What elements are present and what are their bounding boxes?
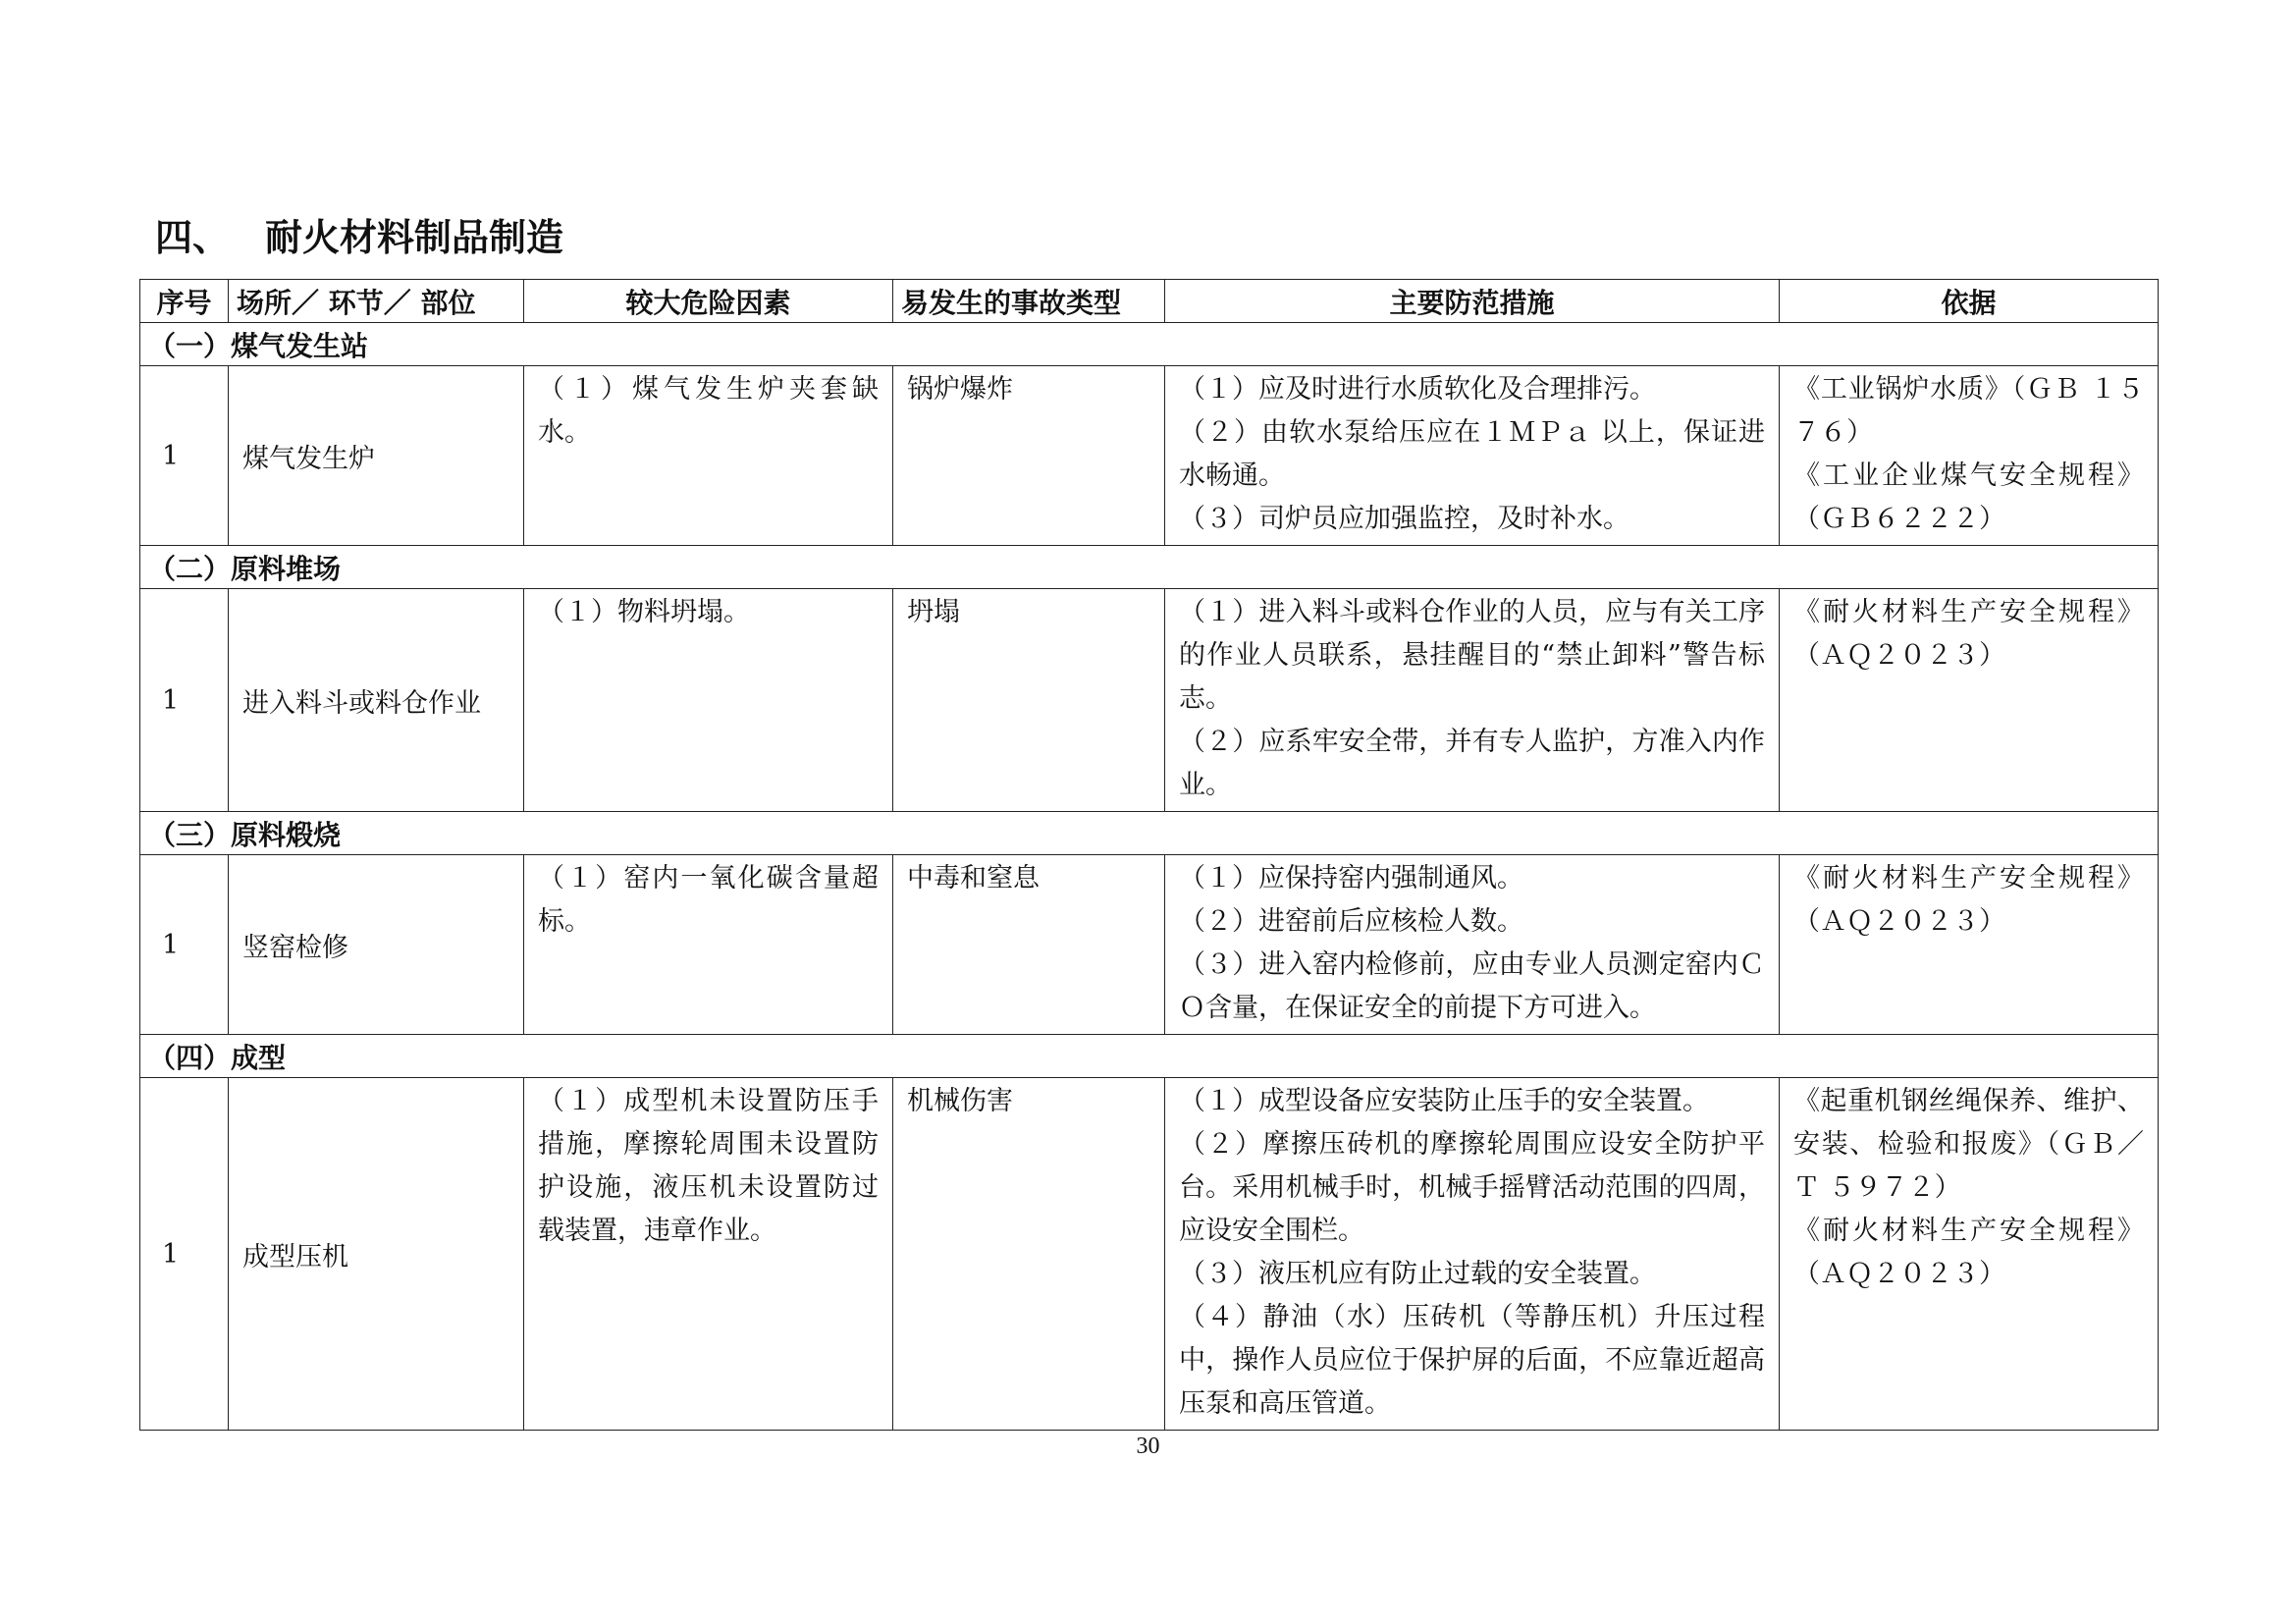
table-row bbox=[140, 366, 2159, 546]
measure-item: （３）司炉员应加强监控，及时补水。 bbox=[1179, 504, 1629, 534]
hazard-item: （１）煤气发生炉夹套缺水。 bbox=[538, 374, 879, 448]
cell-place: 进入料斗或料仓作业 bbox=[229, 589, 524, 812]
header-basis: 依据 bbox=[1780, 280, 2159, 323]
cell-place: 竖窑检修 bbox=[229, 855, 524, 1035]
section-row bbox=[140, 323, 2159, 366]
hazard-item: （１）物料坍塌。 bbox=[538, 597, 750, 627]
section-row bbox=[140, 812, 2159, 855]
cell-accident: 坍塌 bbox=[893, 589, 1165, 812]
title-number: 四、 bbox=[155, 216, 231, 259]
cell-basis bbox=[1780, 1078, 2159, 1431]
header-accident: 易发生的事故类型 bbox=[893, 280, 1165, 323]
measure-item: （３）进入窑内检修前，应由专业人员测定窑内ＣＯ含量，在保证安全的前提下方可进入。 bbox=[1179, 949, 1765, 1023]
cell-seq: 1 bbox=[140, 589, 229, 812]
section-label: （二）原料堆场 bbox=[140, 546, 2159, 589]
measure-item: （４）静油（水）压砖机（等静压机）升压过程中，操作人员应位于保护屏的后面，不应靠近超高压泵和高压管道。 bbox=[1179, 1302, 1765, 1419]
cell-basis bbox=[1780, 855, 2159, 1035]
cell-measures bbox=[1165, 366, 1780, 546]
cell-seq: 1 bbox=[140, 1078, 229, 1431]
cell-place: 成型压机 bbox=[229, 1078, 524, 1431]
header-hazard: 较大危险因素 bbox=[524, 280, 893, 323]
cell-basis bbox=[1780, 589, 2159, 812]
cell-accident: 机械伤害 bbox=[893, 1078, 1165, 1431]
measure-item: （１）应保持窑内强制通风。 bbox=[1179, 863, 1523, 893]
section-label: （一）煤气发生站 bbox=[140, 323, 2159, 366]
cell-hazard bbox=[524, 366, 893, 546]
page-number: 30 bbox=[1136, 1434, 1160, 1459]
cell-basis bbox=[1780, 366, 2159, 546]
section-label: （四）成型 bbox=[140, 1035, 2159, 1078]
hazard-item: （１）窑内一氧化碳含量超标。 bbox=[538, 863, 879, 937]
measure-item: （２）摩擦压砖机的摩擦轮周围应设安全防护平台。采用机械手时，机械手摇臂活动范围的四周，应设安全围栏。 bbox=[1179, 1129, 1765, 1246]
table-row bbox=[140, 1078, 2159, 1431]
measure-item: （２）应系牢安全带，并有专人监护，方准入内作业。 bbox=[1179, 727, 1765, 800]
section-row bbox=[140, 546, 2159, 589]
header-measures: 主要防范措施 bbox=[1165, 280, 1780, 323]
cell-measures bbox=[1165, 855, 1780, 1035]
page-title bbox=[155, 208, 563, 267]
cell-hazard bbox=[524, 589, 893, 812]
cell-hazard bbox=[524, 855, 893, 1035]
measure-item: （２）由软水泵给压应在１ＭＰａ 以上，保证进水畅通。 bbox=[1179, 417, 1765, 491]
basis-item: 《起重机钢丝绳保养、维护、安装、检验和报废》（ＧＢ／Ｔ ５９７２） bbox=[1793, 1086, 2144, 1203]
measure-item: （２）进窑前后应核检人数。 bbox=[1179, 906, 1523, 937]
measure-item: （１）成型设备应安装防止压手的安全装置。 bbox=[1179, 1086, 1709, 1116]
cell-measures bbox=[1165, 589, 1780, 812]
section-row bbox=[140, 1035, 2159, 1078]
basis-item: 《耐火材料生产安全规程》（ＡＱ２０２３） bbox=[1793, 1216, 2144, 1289]
measure-item: （３）液压机应有防止过载的安全装置。 bbox=[1179, 1259, 1656, 1289]
title-text: 耐火材料制品制造 bbox=[265, 216, 564, 259]
cell-hazard bbox=[524, 1078, 893, 1431]
basis-item: 《耐火材料生产安全规程》（ＡＱ２０２３） bbox=[1793, 863, 2144, 937]
basis-item: 《工业企业煤气安全规程》（ＧＢ６２２２） bbox=[1793, 460, 2144, 534]
cell-accident: 中毒和窒息 bbox=[893, 855, 1165, 1035]
cell-place: 煤气发生炉 bbox=[229, 366, 524, 546]
risk-table bbox=[139, 279, 2159, 1431]
cell-seq: 1 bbox=[140, 855, 229, 1035]
measure-item: （１）应及时进行水质软化及合理排污。 bbox=[1179, 374, 1656, 405]
hazard-item: （１）成型机未设置防压手措施，摩擦轮周围未设置防护设施，液压机未设置防过载装置，违章作业。 bbox=[538, 1086, 879, 1246]
header-seq: 序号 bbox=[140, 280, 229, 323]
table-header-row bbox=[140, 280, 2159, 323]
table-row bbox=[140, 589, 2159, 812]
header-place: 场所／ 环节／ 部位 bbox=[229, 280, 524, 323]
cell-seq: 1 bbox=[140, 366, 229, 546]
basis-item: 《工业锅炉水质》（ＧＢ １５７６） bbox=[1793, 374, 2144, 448]
table-row bbox=[140, 855, 2159, 1035]
section-label: （三）原料煅烧 bbox=[140, 812, 2159, 855]
cell-accident: 锅炉爆炸 bbox=[893, 366, 1165, 546]
measure-item: （１）进入料斗或料仓作业的人员，应与有关工序的作业人员联系，悬挂醒目的“禁止卸料”警告标志。 bbox=[1179, 597, 1765, 714]
basis-item: 《耐火材料生产安全规程》（ＡＱ２０２３） bbox=[1793, 597, 2144, 671]
cell-measures bbox=[1165, 1078, 1780, 1431]
